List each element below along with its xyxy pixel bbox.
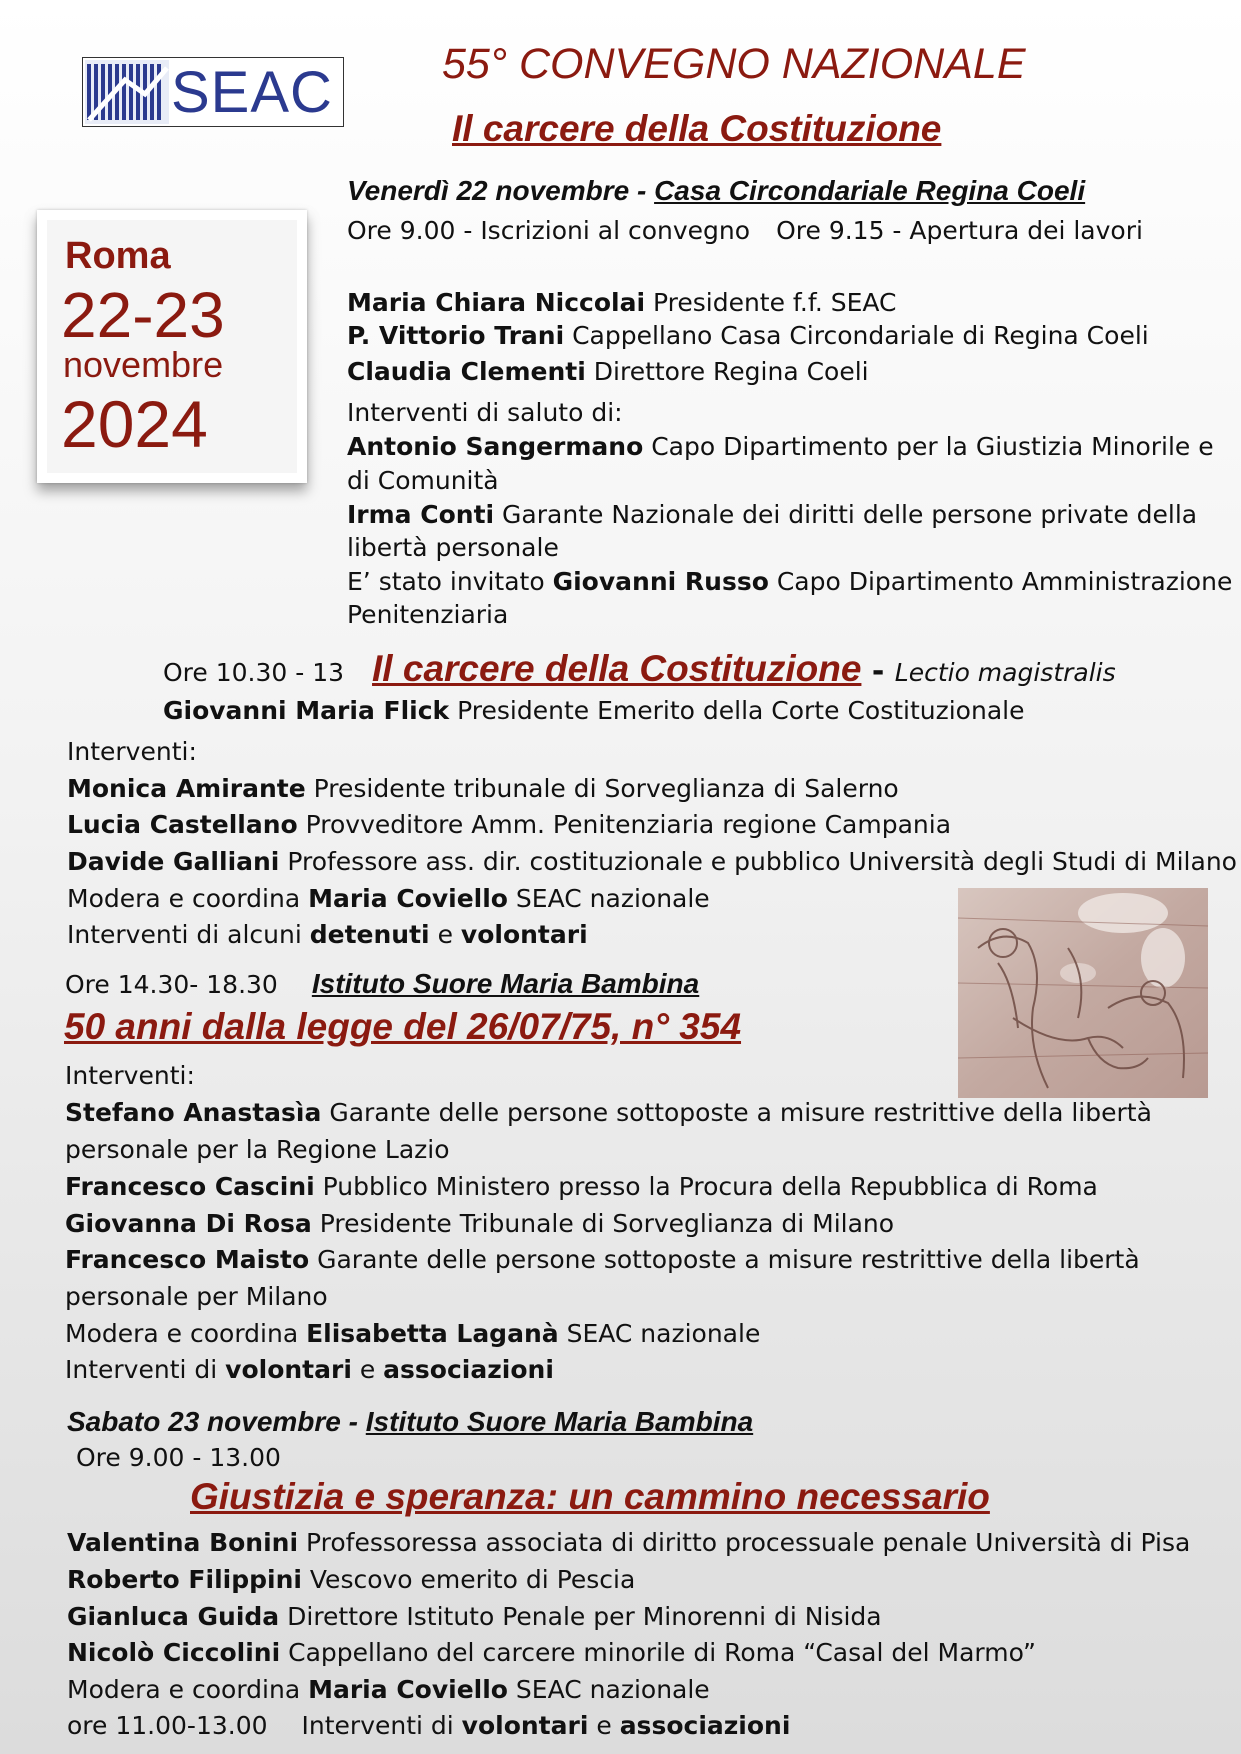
date-year: 2024: [61, 387, 208, 461]
speaker-name: Nicolò Ciccolini: [67, 1638, 281, 1667]
moderator-name: Maria Coviello: [308, 884, 508, 913]
speaker-role: Cappellano del carcere minorile di Roma “Casal del Marmo”: [280, 1638, 1036, 1667]
morning-speaker: [67, 847, 1237, 876]
speaker-role: Presidente tribunale di Sorveglianza di Salerno: [305, 774, 899, 803]
date-month: novembre: [63, 344, 224, 385]
speaker-name: Francesco Cascini: [65, 1172, 315, 1201]
friday-speaker: [347, 288, 897, 317]
moderator-name: Maria Coviello: [308, 1675, 508, 1704]
speaker-name: Davide Galliani: [67, 847, 280, 876]
speaker-role: Garante delle persone sottoposte a misure restrittive della libertà: [321, 1098, 1152, 1127]
speaker-role: Direttore Istituto Penale per Minorenni di Nisida: [279, 1602, 882, 1631]
moderator-prefix: Modera e coordina: [67, 884, 309, 913]
afternoon-speaker-cont: personale per la Regione Lazio: [65, 1135, 450, 1164]
speaker-role: Pubblico Ministero presso la Procura della Repubblica di Roma: [314, 1172, 1098, 1201]
afternoon-title: 50 anni dalla legge del 26/07/75, n° 354: [64, 1006, 742, 1047]
morning-extra: [67, 920, 588, 949]
afternoon-speaker: [65, 1245, 1140, 1274]
afternoon-interventi-label: Interventi:: [65, 1061, 195, 1090]
date-days: 22-23: [61, 279, 225, 351]
speaker-name: Francesco Maisto: [65, 1245, 310, 1274]
friday-speaker: [347, 321, 1149, 350]
date-box: [37, 210, 307, 483]
moderator-prefix: Modera e coordina: [67, 1675, 309, 1704]
fresco-drawing: [958, 888, 1208, 1098]
speaker-role: Cappellano Casa Circondariale di Regina Coeli: [564, 321, 1149, 350]
seac-logo: [82, 57, 344, 127]
moderator-prefix: Modera e coordina: [65, 1319, 307, 1348]
greeting-line-cont: libertà personale: [347, 533, 559, 562]
friday-day: Venerdì 22 novembre: [347, 175, 630, 206]
afternoon-time: Ore 14.30- 18.30: [65, 970, 278, 999]
afternoon-line: [65, 968, 699, 1000]
saturday-dash: -: [340, 1406, 366, 1437]
extra-bold-1: volontari: [225, 1355, 352, 1384]
extra-prefix: Interventi di: [65, 1355, 226, 1384]
friday-venue: Casa Circondariale Regina Coeli: [654, 175, 1086, 206]
final-mid: e: [588, 1711, 620, 1740]
date-city: Roma: [65, 235, 171, 277]
saturday-day: Sabato 23 novembre: [67, 1406, 341, 1437]
speaker-role: Presidente f.f. SEAC: [645, 288, 897, 317]
greeting-line: [347, 500, 1197, 529]
saturday-moderator: [67, 1675, 710, 1704]
conference-title: 55° CONVEGNO NAZIONALE: [442, 40, 1026, 88]
lectio-type: Lectio magistralis: [894, 658, 1116, 687]
speaker-role: Garante delle persone sottoposte a misure restrittive della libertà: [309, 1245, 1140, 1274]
speaker-name: Lucia Castellano: [67, 810, 298, 839]
saturday-time: Ore 9.00 - 13.00: [76, 1443, 281, 1472]
greeting-line: [347, 432, 1214, 461]
saturday-speaker: [67, 1528, 1190, 1557]
invited-line: [347, 567, 1232, 596]
speaker-name: Giovanni Maria Flick: [163, 696, 450, 725]
speaker-name: Valentina Bonini: [67, 1528, 299, 1557]
speaker-role: Professore ass. dir. costituzionale e pubblico Università degli Studi di Milano: [279, 847, 1237, 876]
greetings-label: Interventi di saluto di:: [347, 398, 623, 427]
final-bold-2: associazioni: [619, 1711, 791, 1740]
lectio-title: Il carcere della Costituzione: [372, 648, 862, 689]
moderator-suffix: SEAC nazionale: [507, 1675, 710, 1704]
saturday-speaker: [67, 1565, 635, 1594]
speaker-name: P. Vittorio Trani: [347, 321, 565, 350]
conference-subtitle: Il carcere della Costituzione: [452, 108, 942, 149]
moderator-suffix: SEAC nazionale: [558, 1319, 761, 1348]
speaker-name: Antonio Sangermano: [347, 432, 644, 461]
morning-moderator: [67, 884, 710, 913]
speaker-name: Giovanni Russo: [552, 567, 769, 596]
extra-mid: e: [429, 920, 461, 949]
fresco-image: [958, 888, 1208, 1098]
afternoon-speaker: [65, 1098, 1152, 1127]
extra-mid: e: [351, 1355, 384, 1384]
final-bold-1: volontari: [461, 1711, 589, 1740]
saturday-venue: Istituto Suore Maria Bambina: [365, 1406, 754, 1437]
speaker-role: Provveditore Amm. Penitenziaria regione Campania: [297, 810, 952, 839]
afternoon-venue: Istituto Suore Maria Bambina: [311, 968, 700, 999]
logo-text: SEAC: [171, 60, 333, 125]
speaker-role: Presidente Tribunale di Sorveglianza di Milano: [311, 1209, 895, 1238]
friday-schedule-2: Ore 9.15 - Apertura dei lavori: [776, 216, 1143, 245]
speaker-role: Professoressa associata di diritto processuale penale Università di Pisa: [298, 1528, 1191, 1557]
extra-bold-2: volontari: [460, 920, 588, 949]
extra-bold-2: associazioni: [383, 1355, 554, 1384]
afternoon-speaker: [65, 1209, 894, 1238]
lectio-time: Ore 10.30 - 13: [163, 658, 345, 687]
extra-prefix: Interventi di alcuni: [67, 920, 310, 949]
lectio-speaker: [163, 696, 1024, 725]
saturday-final: [67, 1711, 790, 1740]
friday-heading: [347, 175, 1085, 207]
friday-schedule: [347, 216, 1143, 245]
invited-line-cont: Penitenziaria: [347, 600, 509, 629]
speaker-name: Maria Chiara Niccolai: [347, 288, 646, 317]
afternoon-speaker-cont: personale per Milano: [65, 1282, 328, 1311]
speaker-role: Direttore Regina Coeli: [585, 357, 869, 386]
friday-dash: -: [629, 175, 655, 206]
greeting-line-cont: di Comunità: [347, 466, 499, 495]
moderator-name: Elisabetta Laganà: [306, 1319, 559, 1348]
saturday-speaker: [67, 1638, 1036, 1667]
morning-interventi-label: Interventi:: [67, 737, 197, 766]
speaker-role: Capo Dipartimento per la Giustizia Minorile e: [643, 432, 1214, 461]
friday-schedule-1: Ore 9.00 - Iscrizioni al convegno: [347, 216, 751, 245]
speaker-name: Stefano Anastasìa: [65, 1098, 322, 1127]
saturday-heading: [67, 1406, 753, 1438]
speaker-role: Garante Nazionale dei diritti delle persone private della: [494, 500, 1198, 529]
morning-speaker: [67, 810, 951, 839]
speaker-role: Vescovo emerito di Pescia: [301, 1565, 636, 1594]
afternoon-speaker: [65, 1172, 1098, 1201]
extra-bold-1: detenuti: [309, 920, 430, 949]
afternoon-extra: [65, 1355, 554, 1384]
speaker-name: Roberto Filippini: [67, 1565, 302, 1594]
final-prefix: Interventi di: [301, 1711, 462, 1740]
moderator-suffix: SEAC nazionale: [507, 884, 710, 913]
logo-stripes-icon: [85, 60, 169, 124]
speaker-name: Claudia Clementi: [347, 357, 586, 386]
lectio-dash: -: [861, 654, 895, 689]
afternoon-moderator: [65, 1319, 760, 1348]
morning-speaker: [67, 774, 899, 803]
speaker-name: Giovanna Di Rosa: [65, 1209, 312, 1238]
speaker-role: Capo Dipartimento Amministrazione: [768, 567, 1233, 596]
final-time: ore 11.00-13.00: [67, 1711, 268, 1740]
speaker-name: Irma Conti: [347, 500, 495, 529]
saturday-speaker: [67, 1602, 882, 1631]
saturday-title: Giustizia e speranza: un cammino necessario: [190, 1476, 990, 1517]
friday-speaker: [347, 357, 869, 386]
speaker-role: Presidente Emerito della Corte Costituzionale: [449, 696, 1025, 725]
speaker-name: Gianluca Guida: [67, 1602, 280, 1631]
invited-prefix: E’ stato invitato: [347, 567, 553, 596]
lectio-line: [163, 648, 1116, 690]
speaker-name: Monica Amirante: [67, 774, 306, 803]
